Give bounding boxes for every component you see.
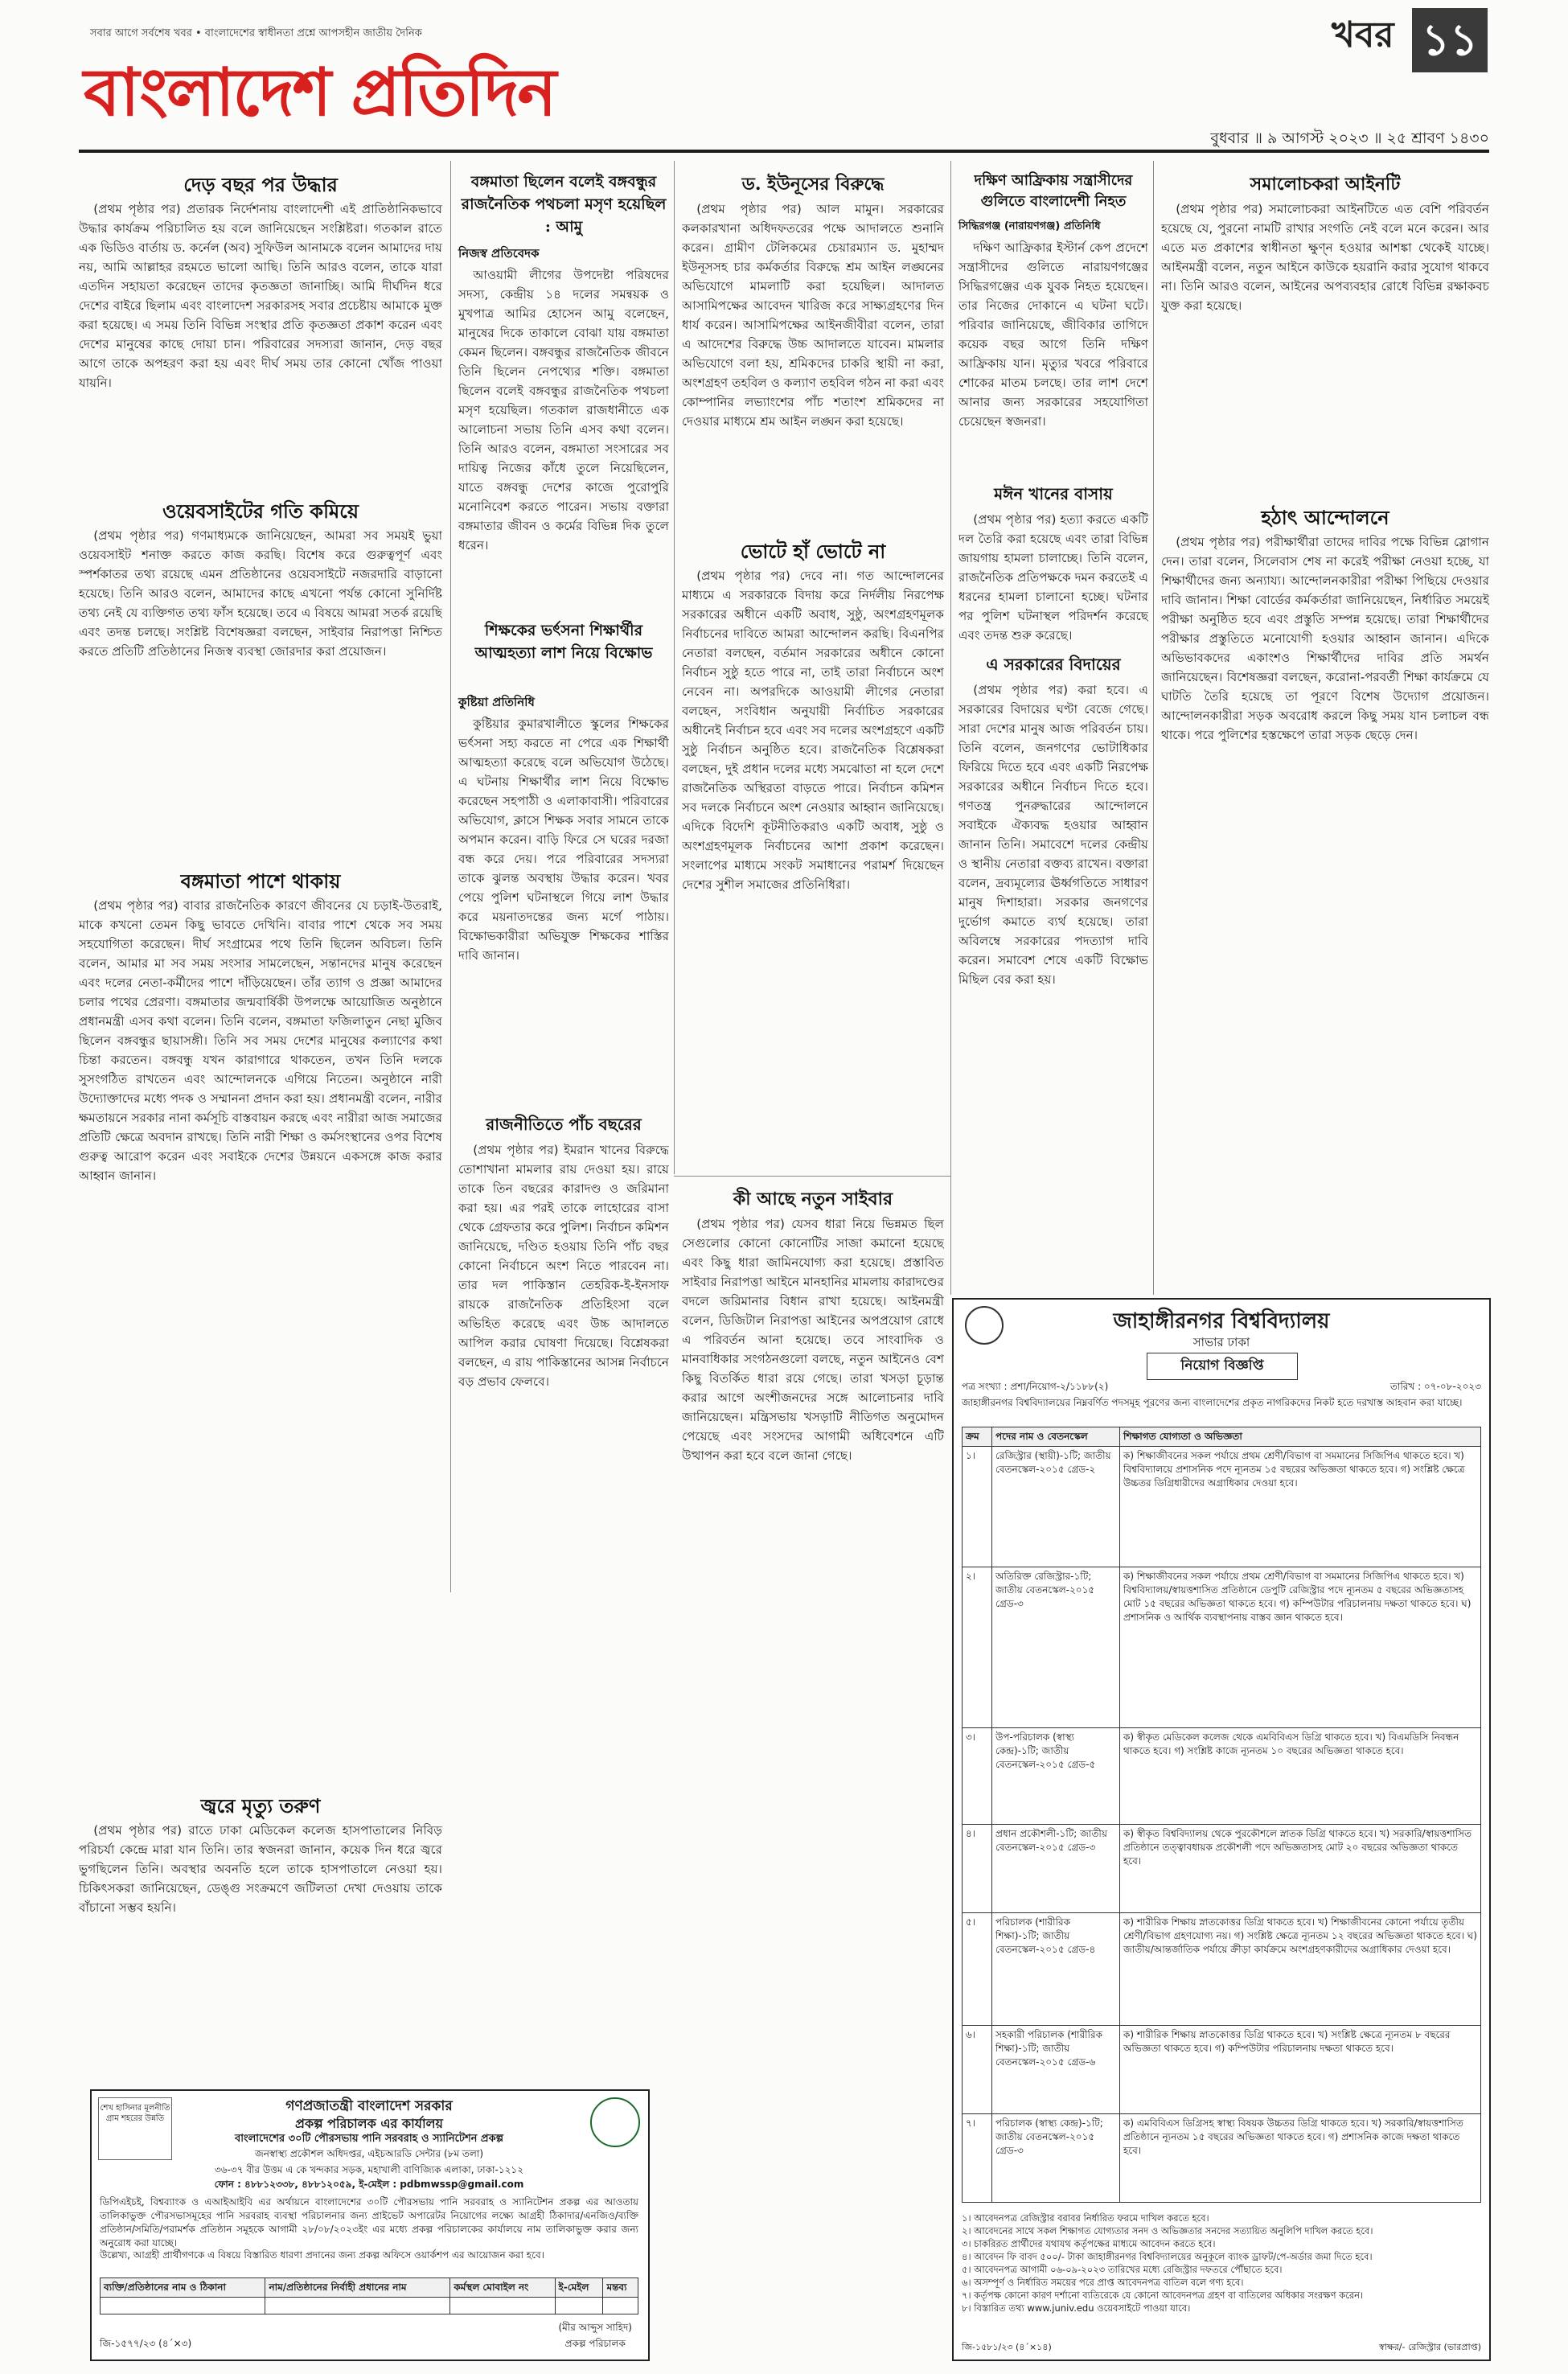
- paragraph: (প্রথম পৃষ্ঠার পর) দেবে না। গত আন্দোলনের মাধ্যমে এ সরকারকে বিদায় করে নির্দলীয় নিরপেক্ষ সরকারের অধীনে একটি অবাধ, সুষ্ঠু, অংশগ্রহণমূলক নির্বাচনের দাবিতে আমরা আন্দোলন করছি। বিএনপির নেতারা বলছেন, বর্তমান সরকারের অধীনে কোনো নির্বাচন সুষ্ঠু হতে পারে না, তাই তারা নির্বাচনে অংশ নেবেন না। অপরদিকে আওয়ামী লীগের নেতারা বলছেন, সংবিধান অনুযায়ী নির্বাচিত সরকারের অধীনেই নির্বাচন হবে এবং সব দলের অংশগ্রহণে একটি সুষ্ঠু নির্বাচন অনুষ্ঠিত হবে। রাজনৈতিক বিশ্লেষকরা বলছেন, দুই প্রধান দলের মধ্যে সমঝোতা না হলে দেশে রাজনৈতিক অস্থিরতা বাড়তে পারে। নির্বাচন কমিশন সব দলকে নির্বাচনে অংশ নেওয়ার আহ্বান জানিয়েছে। এদিকে বিদেশি কূটনীতিকরাও একটি অবাধ, সুষ্ঠু ও অংশগ্রহণমূলক নির্বাচনের আশা প্রকাশ করেছেন। সংলাপের মাধ্যমে সংকট সমাধানের পরামর্শ দিয়েছেন দেশের সুশীল সমাজের প্রতিনিধিরা।: [682, 569, 944, 892]
- notice-intro: জাহাঙ্গীরনগর বিশ্ববিদ্যালয়ের নিম্নবর্ণিত পদসমূহ পূরণের জন্য বাংলাদেশের প্রকৃত নাগরিকদের নিকট হতে দরখাস্ত আহবান করা যাচ্ছে।: [962, 1397, 1463, 1408]
- signatory-title: প্রকল্প পরিচালক: [564, 2338, 626, 2349]
- ad-address: ৩৬-৩৭ বীর উত্তম এ কে খন্দকার সড়ক, মহাখালী বাণিজ্যিক এলাকা, ঢাকা-১২১২: [214, 2164, 524, 2175]
- paragraph: (প্রথম পৃষ্ঠার পর) প্রতারক নির্দেশনায় বাংলাদেশী এই প্রাতিষ্ঠানিকভাবে উদ্ধার কার্যক্রম পরিচালিত হয় বলে জানিয়েছেন সংশ্লিষ্টরা। গতকাল রাতে এক ভিডিও বার্তায় ড. কর্নেল (অব) সুফিউল আনামকে বলেন আমাদের দায় নয়, আমি আল্লাহর রহমতে ভালো আছি। তিনি আরও বলেন, তাকে যারা এতদিন সহায়তা করেছেন তাদের কৃতজ্ঞতা জানাচ্ছি। আমি দীর্ঘদিন ধরে দেশের বাইরে ছিলাম এবং বাংলাদেশ সরকারসহ সবার প্রচেষ্টায় আমাকে মুক্ত করা হয়েছে। এ সময় তিনি বিভিন্ন সংস্থার প্রতি কৃতজ্ঞতা প্রকাশ করেন এবং দেশের মানুষের কাছে দোয়া চান। পরিবারের সদস্যরা জানান, দেড় বছর আগে তাকে অপহরণ করা হয় এবং দীর্ঘ সময় তার কোনো খোঁজ পাওয়া যায়নি।: [79, 202, 442, 390]
- article-body: [458, 714, 669, 1084]
- condition-item: ১। আবেদনপত্র রেজিস্ট্রার বরাবর নির্ধারিত ফরমে দাখিল করতে হবে।: [962, 2212, 1209, 2224]
- paragraph: (প্রথম পৃষ্ঠার পর) হত্যা করতে একটি দল তৈরি করা হয়েছে এবং তারা বিভিন্ন জায়গায় হামলা চালাচ্ছে। তিনি বলেন, রাজনৈতিক প্রতিপক্ষকে দমন করতেই এ ধরনের হামলা চালানো হচ্ছে। ঘটনার পর পুলিশ ঘটনাস্থল পরিদর্শন করেছে এবং তদন্ত শুরু করেছে।: [958, 512, 1148, 643]
- condition-item: ২। আবেদনের সাথে সকল শিক্ষাগত যোগ্যতার সনদ ও অভিজ্ঞতার সনদের সত্যায়িত অনুলিপি দাখিল করতে হবে।: [962, 2225, 1373, 2236]
- ad-signatory: [559, 2321, 633, 2353]
- table-cell: ৪।: [963, 1825, 992, 1913]
- table-cell: ১।: [963, 1447, 992, 1567]
- table-cell: ক) এমবিবিএস ডিগ্রিসহ স্বাস্থ্য বিষয়ক উচ্চতর ডিগ্রি থাকতে হবে। খ) সরকারি/স্বায়ত্তশাসিত প্রতিষ্ঠানে ন্যূনতম ১৫ বছরের অভিজ্ঞতা থাকতে হবে। গ) প্রশাসনিক কাজে দক্ষতা থাকতে হবে।: [1120, 2114, 1481, 2203]
- table-cell: ক) শিক্ষাজীবনের সকল পর্যায়ে প্রথম শ্রেণী/বিভাগ বা সমমানের সিজিপিএ থাকতে হবে। খ) বিশ্ববিদ্যালয়/স্বায়ত্তশাসিত প্রতিষ্ঠানে ডেপুটি রেজিস্ট্রার পদে ন্যূনতম ৫ বছরের অভিজ্ঞতাসহ মোট ১৫ বছরের অভিজ্ঞতা থাকতে হবে। গ) কম্পিউটার পরিচালনায় দক্ষতা থাকতে হবে। ঘ) প্রশাসনিক ও আর্থিক ব্যবস্থাপনায় বাস্তব জ্ঞান থাকতে হবে।: [1120, 1567, 1481, 1728]
- condition-item: ৩। চাকরিরত প্রার্থীদের যথাযথ কর্তৃপক্ষের মাধ্যমে আবেদন করতে হবে।: [962, 2238, 1216, 2249]
- ad-form-table: [100, 2277, 638, 2314]
- paragraph: (প্রথম পৃষ্ঠার পর) ইমরান খানের বিরুদ্ধে তোশাখানা মামলার রায় দেওয়া হয়। রায়ে তাকে তিন বছরের কারাদণ্ড ও জরিমানা করা হয়। এর পরই তাকে লাহোরের বাসা থেকে গ্রেফতার করে পুলিশ। নির্বাচন কমিশন জানিয়েছে, দণ্ডিত হওয়ায় তিনি পাঁচ বছর কোনো নির্বাচনে অংশ নিতে পারবেন না। তার দল পাকিস্তান তেহরিক-ই-ইনসাফ রায়কে রাজনৈতিক প্রতিহিংসা বলে অভিহিত করেছে এবং উচ্চ আদালতে আপিল করার ঘোষণা দিয়েছে। বিশ্লেষকরা বলছেন, এ রায় পাকিস্তানের আসন্ন নির্বাচনে বড় প্রভাব ফেলবে।: [458, 1143, 669, 1389]
- paragraph: (প্রথম পৃষ্ঠার পর) পরীক্ষার্থীরা তাদের দাবির পক্ষে বিভিন্ন স্লোগান দেন। তারা বলেন, সিলেবাস শেষ না করেই পরীক্ষা নেওয়া হচ্ছে, যা শিক্ষার্থীদের জন্য অন্যায্য। আন্দোলনকারীরা পরীক্ষা পিছিয়ে দেওয়ার দাবি জানান। শিক্ষা বোর্ডের কর্মকর্তারা জানিয়েছেন, নির্ধারিত সময়েই পরীক্ষা অনুষ্ঠিত হবে এবং প্রস্তুতি সম্পন্ন হয়েছে। তারা শিক্ষার্থীদের পরীক্ষার প্রস্তুতিতে মনোযোগী হওয়ার আহ্বান জানান। এদিকে অভিভাবকদের একাংশও শিক্ষার্থীদের দাবির প্রতি সমর্থন জানিয়েছেন। বিশেষজ্ঞরা বলছেন, করোনা-পরবর্তী শিক্ষা কার্যক্রমে যে ঘাটতি তৈরি হয়েছে তা পূরণে বিশেষ উদ্যোগ প্রয়োজন। আন্দোলনকারীরা সড়ক অবরোধ করলে কিছু সময় যান চলাচল বন্ধ থাকে। পরে পুলিশের হস্তক্ষেপে তারা সড়ক ছেড়ে দেন।: [1161, 535, 1489, 742]
- government-ad: [90, 2089, 650, 2361]
- paragraph: (প্রথম পৃষ্ঠার পর) সমালোচকরা আইনটিতে এত বেশি পরিবর্তন হয়েছে যে, পুরনো নামটি রাখার সংগতি নেই বলে মনে করেন। আর এতে মত প্রকাশের স্বাধীনতা ক্ষুণ্ন হওয়ার আশঙ্কা থেকেই যাচ্ছে। আইনমন্ত্রী বলেন, নতুন আইনে কাউকে হয়রানি করার সুযোগ থাকবে না। তিনি আরও বলেন, আইনের অপব্যবহার রোধে বিভিন্ন রক্ষাকবচ যুক্ত করা হয়েছে।: [1161, 202, 1489, 313]
- campaign-badge: শেখ হাসিনার মূলনীতি গ্রাম শহরের উন্নতি: [98, 2097, 172, 2160]
- condition-item: ৭। কর্তৃপক্ষ কোনো কারণ দর্শানো ব্যতিরেকে যে কোনো আবেদনপত্র গ্রহণ বা বাতিলের অধিকার সংরক্ষণ করেন।: [962, 2290, 1364, 2301]
- table-cell: ক) স্বীকৃত মেডিকেল কলেজ থেকে এমবিবিএস ডিগ্রি থাকতে হবে। খ) বিএমডিসি নিবন্ধন থাকতে হবে। গ) সংশ্লিষ্ট কাজে ন্যূনতম ১০ বছরের অভিজ্ঞতা থাকতে হবে।: [1120, 1728, 1481, 1825]
- table-row: [963, 1447, 1481, 1567]
- headline: বঙ্গমাতা পাশে থাকায়: [180, 869, 341, 893]
- table-row: [963, 1825, 1481, 1913]
- article-body: [458, 265, 669, 611]
- paragraph: (প্রথম পৃষ্ঠার পর) যেসব ধারা নিয়ে ভিন্নমত ছিল সেগুলোর কোনো কোনোটির সাজা কমানো হয়েছে এবং কিছু ধারা জামিনযোগ্য করা হয়েছে। প্রস্তাবিত সাইবার নিরাপত্তা আইনে মানহানির মামলায় কারাদণ্ডের বদলে জরিমানার বিধান রাখা হয়েছে। আইনমন্ত্রী বলেন, ডিজিটাল নিরাপত্তা আইনের অপপ্রয়োগ রোধে এ পরিবর্তন আনা হয়েছে। তবে সাংবাদিক ও মানবাধিকার সংগঠনগুলো বলছে, নতুন আইনেও বেশ কিছু বিতর্কিত ধারা রয়ে গেছে। তারা খসড়া চূড়ান্ত করার আগে অংশীজনদের সঙ্গে আলোচনার দাবি জানিয়েছেন। মন্ত্রিসভায় খসড়াটি নীতিগত অনুমোদন পেয়েছে এবং সংসদের আগামী অধিবেশনে এটি উত্থাপন করা হবে বলে জানা গেছে।: [682, 1217, 944, 1463]
- table-row: [963, 1913, 1481, 2026]
- headline: দক্ষিণ আফ্রিকায় সন্ত্রাসীদের গুলিতে বাংলাদেশী নিহত: [974, 172, 1133, 210]
- article-body: [1161, 199, 1489, 497]
- notice-date: তারিখ : ০৭-০৮-২০২৩: [1389, 1381, 1481, 1392]
- condition-item: ৪। আবেদন ফি বাবদ ৫০০/- টাকা জাহাঙ্গীরনগর বিশ্ববিদ্যালয়ের অনুকূলে ব্যাংক ড্রাফট/পে-অর্ডার জমা দিতে হবে।: [962, 2251, 1373, 2262]
- ad-title: গণপ্রজাতন্ত্রী বাংলাদেশ সরকার: [285, 2098, 453, 2114]
- paragraph: (প্রথম পৃষ্ঠার পর) রাতে ঢাকা মেডিকেল কলেজ হাসপাতালের নিবিড় পরিচর্যা কেন্দ্রে মারা যান তিনি। তার স্বজনরা জানান, কয়েক দিন ধরে জ্বরে ভুগছিলেন তিনি। অবস্থার অবনতি হলে তাকে হাসপাতালে নেওয়া হয়। চিকিৎসকরা জানিয়েছেন, ডেঙ্গু সংক্রমণে জটিলতা দেখা দেওয়ায় তাকে বাঁচানো সম্ভব হয়নি।: [79, 1823, 442, 1915]
- headline: এ সরকারের বিদায়ের: [986, 655, 1121, 674]
- table-row: [963, 2026, 1481, 2114]
- section-label: খবর: [1332, 14, 1394, 55]
- table-cell: রেজিস্ট্রার (স্থায়ী)-১টি; জাতীয় বেতনস্কেল-২০১৫ গ্রেড-২: [992, 1447, 1120, 1567]
- table-cell: ক) শিক্ষাজীবনের সকল পর্যায়ে প্রথম শ্রেণী/বিভাগ বা সমমানের সিজিপিএ থাকতে হবে। খ) বিশ্ববিদ্যালয়ে প্রশাসনিক পদে ন্যূনতম ১৫ বছরের অভিজ্ঞতা থাকতে হবে। গ) সংশ্লিষ্ট ক্ষেত্রে উচ্চতর ডিগ্রিধারীদের অগ্রাধিকার দেওয়া হবে।: [1120, 1447, 1481, 1567]
- table-cell: ক) স্বীকৃত বিশ্ববিদ্যালয় থেকে পুরকৌশলে স্নাতক ডিগ্রি থাকতে হবে। খ) সরকারি/স্বায়ত্তশাসিত প্রতিষ্ঠানে তত্ত্বাবধায়ক প্রকৌশলী পদে অভিজ্ঞতাসহ মোট ২০ বছরের অভিজ্ঞতা থাকতে হবে।: [1120, 1825, 1481, 1913]
- article-body: [682, 1214, 944, 1589]
- article-body: [79, 526, 442, 860]
- ad-body: ডিপিএইচই, বিশ্বব্যাংক ও এআইআইবি এর অর্থায়নে বাংলাদেশের ৩০টি পৌরসভায় পানি সরবরাহ ও স্যানিটেশন প্রকল্প এর আওতায় তালিকাভুক্ত পৌরসভাসমূহের পানি সরবরাহ ব্যবস্থা পরিচালনার জন্য প্রাইভেট অপারেটর নিয়োগের লক্ষ্যে আগ্রহী ঠিকাদার/এনজিও/ব্যক্তি প্রতিষ্ঠান/সমিতি/পরামর্শক প্রতিষ্ঠান সমূহকে আগামী ২৮/০৮/২০২৩ইং এর মধ্যে প্রকল্প পরিচালকের কার্যালয়ে নাম তালিকাভুক্ত করার জন্য অনুরোধ করা যাচ্ছে।: [100, 2196, 638, 2249]
- headline: রাজনীতিতে পাঁচ বছরের: [486, 1115, 642, 1134]
- masthead-tagline: সবার আগে সর্বশেষ খবর • বাংলাদেশের স্বাধীনতা প্রশ্নে আপসহীন জাতীয় দৈনিক: [90, 27, 422, 39]
- notice-title: নিয়োগ বিজ্ঞপ্তি: [1147, 1353, 1298, 1380]
- table-cell: পরিচালক (শারীরিক শিক্ষা)-১টি; জাতীয় বেতনস্কেল-২০১৫ গ্রেড-৪: [992, 1913, 1120, 2026]
- byline: নিজস্ব প্রতিবেদক: [458, 246, 540, 261]
- paragraph: কুষ্টিয়ার কুমারখালীতে স্কুলের শিক্ষকের ভর্ৎসনা সহ্য করতে না পেরে এক শিক্ষার্থী আত্মহত্যা করেছে বলে অভিযোগ উঠেছে। এ ঘটনায় শিক্ষার্থীর লাশ নিয়ে বিক্ষোভ করেছেন সহপাঠী ও এলাকাবাসী। পরিবারের অভিযোগ, ক্লাসে শিক্ষক সবার সামনে তাকে অপমান করেন। বাড়ি ফিরে সে ঘরের দরজা বন্ধ করে দেয়। পরে পরিবারের সদস্যরা তাকে ঝুলন্ত অবস্থায় উদ্ধার করেন। খবর পেয়ে পুলিশ ঘটনাস্থলে গিয়ে লাশ উদ্ধার করে ময়নাতদন্তের জন্য মর্গে পাঠায়। বিক্ষোভকারীরা অভিযুক্ত শিক্ষকের শাস্তির দাবি জানান।: [458, 717, 669, 963]
- ad-project: বাংলাদেশের ৩০টি পৌরসভায় পানি সরবরাহ ও স্যানিটেশন প্রকল্প: [234, 2133, 504, 2145]
- table-cell: ৬।: [963, 2026, 992, 2114]
- column-divider: [950, 161, 951, 1295]
- paragraph: (প্রথম পৃষ্ঠার পর) গণমাধ্যমকে জানিয়েছেন, আমরা সব সময়ই ভুয়া ওয়েবসাইট শনাক্ত করতে কাজ করছি। বিশেষ করে গুরুত্বপূর্ণ এবং স্পর্শকাতর তথ্য রয়েছে এমন প্রতিষ্ঠানের ওয়েবসাইটে নজরদারি বাড়ানো হয়েছে। তিনি আরও বলেন, আমাদের কাছে এখনো পর্যন্ত কোনো সুনির্দিষ্ট তথ্য নেই যে ব্যক্তিগত তথ্য ফাঁস হয়েছে। তবে এ বিষয়ে আমরা সতর্ক রয়েছি এবং তদন্ত চলছে। সংশ্লিষ্ট বিশেষজ্ঞরা বলছেন, সাইবার নিরাপত্তা নিশ্চিত করতে প্রতিটি প্রতিষ্ঠানের নিজস্ব ব্যবস্থা জোরদার করা প্রয়োজন।: [79, 528, 442, 659]
- table-header: পদের নাম ও বেতনস্কেল: [992, 1427, 1120, 1447]
- column-divider: [450, 161, 451, 1592]
- university-location: সাভার ঢাকা: [1192, 1335, 1250, 1349]
- headline: সমালোচকরা আইনটি: [1250, 174, 1401, 195]
- table-header: নাম/প্রতিষ্ঠানের নির্বাহী প্রধানের নাম: [265, 2278, 450, 2298]
- ad-signatory: স্বাক্ষর/- রেজিস্ট্রার (ভারপ্রাপ্ত): [1378, 2342, 1481, 2352]
- headline: ওয়েবসাইটের গতি কমিয়ে: [162, 499, 359, 523]
- section-divider: [674, 1176, 950, 1177]
- table-cell: ক) শারীরিক শিক্ষায় স্নাতকোত্তর ডিগ্রি থাকতে হবে। খ) সংশ্লিষ্ট ক্ষেত্রে ন্যূনতম ৮ বছরের অভিজ্ঞতা থাকতে হবে। গ) কম্পিউটার পরিচালনায় দক্ষতা থাকতে হবে।: [1120, 2026, 1481, 2114]
- paragraph: দক্ষিণ আফ্রিকার ইস্টার্ন কেপ প্রদেশে সন্ত্রাসীদের গুলিতে নারায়ণগঞ্জের সিদ্ধিরগঞ্জের এক যুবক নিহত হয়েছেন। তার নিজের দোকানে এ ঘটনা ঘটে। পরিবার জানিয়েছে, জীবিকার তাগিদে কয়েক বছর আগে তিনি দক্ষিণ আফ্রিকায় যান। মৃত্যুর খবরে পরিবারে শোকের মাতম চলছে। তার লাশ দেশে আনার জন্য সরকারের সহযোগিতা চেয়েছেন স্বজনরা।: [958, 240, 1148, 429]
- column-divider: [1153, 161, 1154, 1295]
- paragraph: (প্রথম পৃষ্ঠার পর) বাবার রাজনৈতিক কারণে জীবনের যে চড়াই-উতরাই, মাকে কখনো তেমন কিছু ভাবতে দেখিনি। বাবার পাশে থেকে সব সময় সহযোগিতা করেছেন। দীর্ঘ সংগ্রামের পথে তিনি ছিলেন অবিচল। তিনি বলেন, আমার মা সব সময় সংসার সামলেছেন, সন্তানদের মানুষ করেছেন এবং দলের নেতা-কর্মীদের পাশে দাঁড়িয়েছেন। তাঁর ত্যাগ ও প্রজ্ঞা আমাদের চলার পথের প্রেরণা। বঙ্গমাতার জন্মবার্ষিকী উপলক্ষে আয়োজিত অনুষ্ঠানে প্রধানমন্ত্রী এসব কথা বলেন। তিনি বলেন, বঙ্গমাতা ফজিলাতুন নেছা মুজিব ছিলেন বঙ্গবন্ধুর ছায়াসঙ্গী। তিনি সব সময় দেশের মানুষের কল্যাণের কথা চিন্তা করতেন। বঙ্গবন্ধু যখন কারাগারে থাকতেন, তখন তিনি দলকে সুসংগঠিত রাখতেন এবং আন্দোলনকে এগিয়ে নিতেন। অনুষ্ঠানে নারী উদ্যোক্তাদের মধ্যে পদক ও সম্মাননা প্রদান করা হয়। প্রধানমন্ত্রী বলেন, নারীর ক্ষমতায়নে সরকার নানা কর্মসূচি বাস্তবায়ন করছে এবং নারীরা আজ সমাজের প্রতিটি ক্ষেত্রে অবদান রাখছে। তিনি নারী শিক্ষা ও কর্মসংস্থানের ওপর বিশেষ গুরুত্ব আরোপ করেন এবং সবাইকে দেশের উন্নয়নে একসঙ্গে কাজ করার আহ্বান জানান।: [79, 898, 442, 1183]
- notice-conditions: [962, 2212, 1481, 2314]
- table-cell: প্রধান প্রকৌশলী-১টি; জাতীয় বেতনস্কেল-২০১৫ গ্রেড-৩: [992, 1825, 1120, 1913]
- article-body: [458, 1140, 669, 1559]
- memo-number: পত্র সংখ্যা : প্রশা/নিয়োগ-২/১১৮৮(২): [962, 1381, 1109, 1392]
- article-body: [79, 199, 442, 489]
- table-header: কর্মস্থল মোবাইল নং: [450, 2278, 555, 2298]
- dateline: বুধবার ॥ ৯ আগস্ট ২০২৩ ॥ ২৫ শ্রাবণ ১৪৩০: [1210, 129, 1489, 147]
- condition-item: ৫। আবেদনপত্র আগামী ০৬-০৯-২০২৩ তারিখের মধ্যে রেজিস্ট্রার দফতরে পৌঁছাতে হবে।: [962, 2264, 1283, 2275]
- article-body: [1161, 532, 1489, 1288]
- table-header: মন্তব্য: [603, 2278, 638, 2298]
- table-header: ক্রম: [963, 1427, 992, 1447]
- article-body: [958, 680, 1148, 1285]
- paragraph: আওয়ামী লীগের উপদেষ্টা পরিষদের সদস্য, কেন্দ্রীয় ১৪ দলের সমন্বয়ক ও মুখপাত্র আমির হোসেন আমু বলেছেন, মানুষের দিকে তাকালে বোঝা যায় বঙ্গমাতা কেমন ছিলেন। বঙ্গবন্ধুর রাজনৈতিক জীবনে তিনি ছিলেন নেপথ্যের শক্তি। বঙ্গমাতা ছিলেন বলেই বঙ্গবন্ধুর রাজনৈতিক পথচলা মসৃণ হয়েছিল। গতকাল রাজধানীতে এক আলোচনা সভায় তিনি এসব কথা বলেন। তিনি আরও বলেন, বঙ্গমাতা সংসারের সব দায়িত্ব নিজের কাঁধে তুলে নিয়েছিলেন, যাতে বঙ্গবন্ধু দেশের কাজে পুরোপুরি মনোনিবেশ করতে পারেন। সভায় বক্তারা বঙ্গমাতার জীবন ও কর্মের বিভিন্ন দিক তুলে ধরেন।: [458, 268, 669, 552]
- headline: মঈন খানের বাসায়: [994, 484, 1113, 503]
- table-row: [963, 2114, 1481, 2203]
- headline: জ্বরে মৃত্যু তরুণ: [200, 1794, 321, 1817]
- government-seal-icon: [590, 2097, 640, 2147]
- university-name: জাহাঙ্গীরনগর বিশ্ববিদ্যালয়: [1113, 1309, 1330, 1333]
- paragraph: (প্রথম পৃষ্ঠার পর) আল মামুন। সরকারের কলকারখানা অধিদফতরের পক্ষে আদালতে শুনানি করেন। গ্রামীণ টেলিকমের চেয়ারম্যান ড. মুহাম্মদ ইউনূসসহ চার কর্মকর্তার বিরুদ্ধে শ্রম আইন লঙ্ঘনের অভিযোগে মামলাটি করা হয়েছিল। আদালত আসামিপক্ষের আবেদন খারিজ করে সাক্ষ্যগ্রহণের দিন ধার্য করেন। আসামিপক্ষের আইনজীবীরা বলেন, তারা এ আদেশের বিরুদ্ধে উচ্চ আদালতে যাবেন। মামলার অভিযোগে বলা হয়, শ্রমিকদের চাকরি স্থায়ী না করা, অংশগ্রহণ তহবিল ও কল্যাণ তহবিল গঠন না করা এবং কোম্পানির লভ্যাংশের পাঁচ শতাংশ শ্রমিকদের না দেওয়ার মাধ্যমে শ্রম আইন লঙ্ঘন করা হয়েছে।: [682, 202, 944, 429]
- article-body: [682, 566, 944, 1161]
- article-body: [682, 199, 944, 529]
- article-body: [958, 238, 1148, 476]
- ad-note: উল্লেখ্য, আগ্রহী প্রার্থীগণকে এ বিষয়ে বিস্তারিত ধারণা প্রদানের জন্য প্রকল্প অফিসে ওয়ার্কশপ এর আয়োজন করা হবে।: [100, 2249, 544, 2261]
- posts-table: [962, 1427, 1481, 2203]
- article-body: [79, 896, 442, 1784]
- ad-department: জনস্বাস্থ্য প্রকৌশল অধিদপ্তর, এইচআরডি সেন্টার (৮ম তলা): [254, 2148, 484, 2159]
- table-cell: ক) শারীরিক শিক্ষায় স্নাতকোত্তর ডিগ্রি থাকতে হবে। খ) শিক্ষাজীবনের কোনো পর্যায়ে তৃতীয় শ্রেণী/বিভাগ গ্রহণযোগ্য নয়। গ) সংশ্লিষ্ট ক্ষেত্রে ন্যূনতম ১২ বছরের অভিজ্ঞতা থাকতে হবে। ঘ) জাতীয়/আন্তর্জাতিক পর্যায়ে ক্রীড়া কার্যক্রমে অংশগ্রহণকারীদের অগ্রাধিকার দেওয়া হবে।: [1120, 1913, 1481, 2026]
- headline: ড. ইউনূসের বিরুদ্ধে: [741, 174, 885, 195]
- table-cell: ৫।: [963, 1913, 992, 2026]
- masthead-rule: [79, 150, 1489, 153]
- paragraph: (প্রথম পৃষ্ঠার পর) করা হবে। এ সরকারের বিদায়ের ঘণ্টা বেজে গেছে। সারা দেশের মানুষ আজ পরিবর্তন চায়। তিনি বলেন, জনগণের ভোটাধিকার ফিরিয়ে দিতে হবে এবং একটি নিরপেক্ষ সরকারের অধীনে নির্বাচন দিতে হবে। গণতন্ত্র পুনরুদ্ধারের আন্দোলনে সবাইকে ঐক্যবদ্ধ হওয়ার আহ্বান জানান তিনি। সমাবেশে দলের কেন্দ্রীয় ও স্থানীয় নেতারা বক্তব্য রাখেন। বক্তারা বলেন, দ্রব্যমূল্যের ঊর্ধ্বগতিতে সাধারণ মানুষ দিশাহারা। সরকার জনগণের দুর্ভোগ কমাতে ব্যর্থ হয়েছে। তারা অবিলম্বে সরকারের পদত্যাগ দাবি করেন। সমাবেশ শেষে একটি বিক্ষোভ মিছিল বের করা হয়।: [958, 683, 1148, 987]
- headline: দেড় বছর পর উদ্ধার: [183, 173, 338, 196]
- table-header: ব্যক্তি/প্রতিষ্ঠানের নাম ও ঠিকানা: [101, 2278, 265, 2298]
- condition-item: ৮। বিস্তারিত তথ্য www.juniv.edu ওয়েবসাইটে পাওয়া যাবে।: [962, 2302, 1191, 2314]
- condition-item: ৬। অসম্পূর্ণ ও নির্ধারিত সময়ের পরে প্রাপ্ত আবেদনপত্র বাতিল বলে গণ্য হবে।: [962, 2277, 1244, 2288]
- headline: কী আছে নতুন সাইবার: [733, 1189, 893, 1210]
- byline: সিদ্ধিরগঞ্জ (নারায়ণগঞ্জ) প্রতিনিধি: [958, 220, 1101, 232]
- table-cell: সহকারী পরিচালক (শারীরিক শিক্ষা)-১টি; জাতীয় বেতনস্কেল-২০১৫ গ্রেড-৬: [992, 2026, 1120, 2114]
- table-cell: ২।: [963, 1567, 992, 1728]
- ad-reference: জি-১৫৮১/২৩ (৪´×১৪): [962, 2342, 1052, 2352]
- article-body: [79, 1821, 442, 2062]
- table-cell: ৭।: [963, 2114, 992, 2203]
- table-cell: অতিরিক্ত রেজিস্ট্রার-১টি; জাতীয় বেতনস্কেল-২০১৫ গ্রেড-৩: [992, 1567, 1120, 1728]
- page-number: ১১: [1412, 8, 1488, 72]
- signatory-name: (মীর আব্দুস সাহিদ): [558, 2322, 632, 2333]
- byline: কুষ্টিয়া প্রতিনিধি: [458, 695, 535, 709]
- table-cell: ৩।: [963, 1728, 992, 1825]
- table-cell: পরিচালক (স্বাস্থ্য কেন্দ্র)-১টি; জাতীয় বেতনস্কেল-২০১৫ গ্রেড-৩: [992, 2114, 1120, 2203]
- table-row: [963, 1567, 1481, 1728]
- headline: বঙ্গমাতা ছিলেন বলেই বঙ্গবন্ধুর রাজনৈতিক পথচলা মসৃণ হয়েছিল : আমু: [461, 173, 667, 236]
- table-header: ই-মেইল: [555, 2278, 603, 2298]
- ad-reference: জি-১৫৭৭/২৩ (৪´×৩): [100, 2338, 192, 2349]
- headline: ভোটে হাঁ ভোটে না: [740, 540, 886, 563]
- university-job-ad: [952, 1298, 1491, 2361]
- headline: শিক্ষকের ভর্ৎসনা শিক্ষার্থীর আত্মহত্যা লাশ নিয়ে বিক্ষোভ: [474, 622, 653, 662]
- headline: হঠাৎ আন্দোলনে: [1261, 506, 1389, 529]
- table-header: শিক্ষাগত যোগ্যতা ও অভিজ্ঞতা: [1120, 1427, 1481, 1447]
- newspaper-logo: বাংলাদেশ প্রতিদিন: [84, 54, 556, 131]
- ad-subtitle: প্রকল্প পরিচালক এর কার্যালয়: [295, 2116, 443, 2131]
- table-cell: উপ-পরিচালক (স্বাস্থ্য কেন্দ্র)-১টি; জাতীয় বেতনস্কেল-২০১৫ গ্রেড-৫: [992, 1728, 1120, 1825]
- ad-contact: ফোন : ৪৮৮১২৩৩৮, ৪৮৮১২০৫৯, ই-মেইল : pdbmwssp@gmail.com: [214, 2179, 524, 2190]
- table-row: [963, 1728, 1481, 1825]
- column-divider: [674, 161, 675, 1174]
- article-body: [958, 510, 1148, 647]
